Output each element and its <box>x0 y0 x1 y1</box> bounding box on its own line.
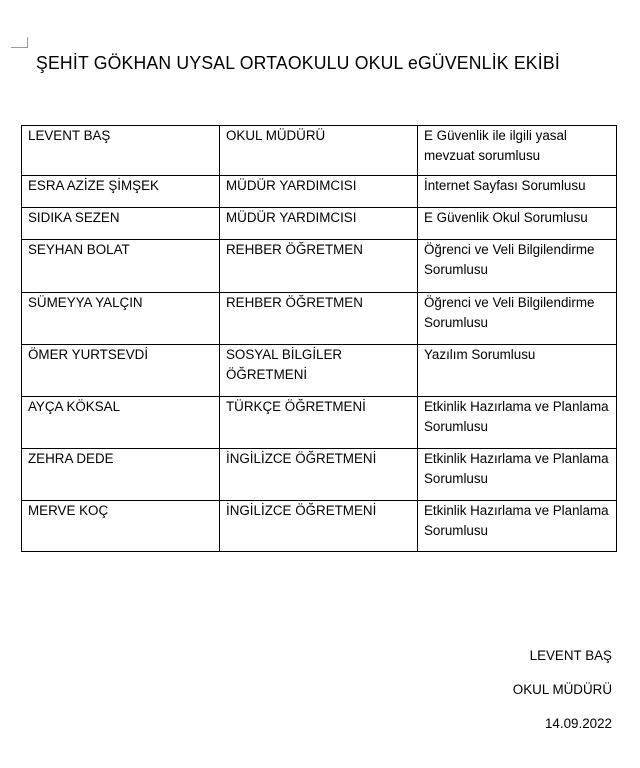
member-name: MERVE KOÇ <box>22 501 220 552</box>
page-corner-mark <box>11 37 28 48</box>
table-row <box>22 345 617 397</box>
member-name: SIDIKA SEZEN <box>22 208 220 240</box>
member-name: LEVENT BAŞ <box>22 126 220 176</box>
member-name: ZEHRA DEDE <box>22 449 220 501</box>
member-position: REHBER ÖĞRETMEN <box>220 293 418 345</box>
table-row <box>22 501 617 552</box>
signer-name: LEVENT BAŞ <box>529 648 612 663</box>
member-responsibility: Etkinlik Hazırlama ve Planlama Sorumlusu <box>418 449 617 501</box>
table-row <box>22 208 617 240</box>
table-row <box>22 449 617 501</box>
document-title: ŞEHİT GÖKHAN UYSAL ORTAOKULU OKUL eGÜVENLİK EKİBİ <box>36 53 560 73</box>
table-row <box>22 397 617 449</box>
signature-block <box>513 648 612 750</box>
member-position: TÜRKÇE ÖĞRETMENİ <box>220 397 418 449</box>
member-position: MÜDÜR YARDIMCISI <box>220 176 418 208</box>
table-row <box>22 240 617 293</box>
security-team-table <box>21 125 617 552</box>
member-position: REHBER ÖĞRETMEN <box>220 240 418 293</box>
member-name: ESRA AZİZE ŞİMŞEK <box>22 176 220 208</box>
member-responsibility: Yazılım Sorumlusu <box>418 345 617 397</box>
member-responsibility: Öğrenci ve Veli Bilgilendirme Sorumlusu <box>418 240 617 293</box>
member-responsibility: Etkinlik Hazırlama ve Planlama Sorumlusu <box>418 397 617 449</box>
member-name: ÖMER YURTSEVDİ <box>22 345 220 397</box>
table-row <box>22 126 617 176</box>
member-responsibility: E Güvenlik ile ilgili yasal mevzuat sorumlusu <box>418 126 617 176</box>
member-position: İNGİLİZCE ÖĞRETMENİ <box>220 449 418 501</box>
member-position: SOSYAL BİLGİLER ÖĞRETMENİ <box>220 345 418 397</box>
member-position: MÜDÜR YARDIMCISI <box>220 208 418 240</box>
member-name: SEYHAN BOLAT <box>22 240 220 293</box>
member-name: SÜMEYYA YALÇIN <box>22 293 220 345</box>
member-responsibility: E Güvenlik Okul Sorumlusu <box>418 208 617 240</box>
signature-date: 14.09.2022 <box>544 716 612 731</box>
member-position: OKUL MÜDÜRÜ <box>220 126 418 176</box>
member-position: İNGİLİZCE ÖĞRETMENİ <box>220 501 418 552</box>
table-row <box>22 176 617 208</box>
member-responsibility: İnternet Sayfası Sorumlusu <box>418 176 617 208</box>
signer-title: OKUL MÜDÜRÜ <box>512 682 612 697</box>
member-responsibility: Öğrenci ve Veli Bilgilendirme Sorumlusu <box>418 293 617 345</box>
member-name: AYÇA KÖKSAL <box>22 397 220 449</box>
member-responsibility: Etkinlik Hazırlama ve Planlama Sorumlusu <box>418 501 617 552</box>
table-row <box>22 293 617 345</box>
